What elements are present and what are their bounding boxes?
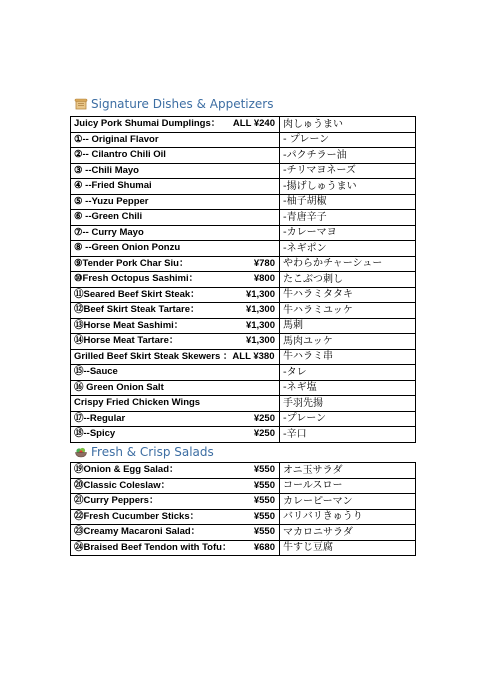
menu-row [71, 272, 416, 288]
item-name: ⑮--Sauce [74, 366, 118, 377]
menu-row [71, 380, 416, 396]
menu-row [71, 163, 416, 179]
item-name: Crispy Fried Chicken Wings [74, 397, 201, 408]
menu-row [71, 494, 416, 510]
menu-item-japanese: コールスロー [280, 478, 416, 494]
item-price: ¥250 [253, 428, 275, 439]
menu-item-english [71, 334, 280, 350]
menu-item-english [71, 303, 280, 319]
item-name: ㉔Braised Beef Tendon with Tofu： [74, 541, 232, 553]
menu-row [71, 225, 416, 241]
section-title: Signature Dishes & Appetizers [91, 97, 274, 111]
item-name: ⑰--Regular [74, 412, 126, 424]
item-name: ㉒Fresh Cucumber Sticks： [74, 510, 200, 522]
menu-item-english [71, 132, 280, 148]
menu-item-japanese: 牛ハラミユッケ [280, 303, 416, 319]
menu-item-english [71, 194, 280, 210]
menu-item-english [71, 318, 280, 334]
menu-item-japanese: バリバリきゅうり [280, 509, 416, 525]
item-price: ¥250 [253, 412, 275, 424]
menu-item-english [71, 272, 280, 288]
menu-row [71, 365, 416, 381]
menu-item-english [71, 365, 280, 381]
item-name: ⑱--Spicy [74, 428, 116, 439]
menu-row [71, 148, 416, 164]
item-name: ④ --Fried Shumai [74, 180, 152, 191]
menu-item-japanese: 手羽先揚 [280, 396, 416, 412]
menu-item-japanese: 牛すじ豆腐 [280, 540, 416, 556]
item-price: ¥1,300 [245, 319, 275, 331]
item-name: ⑩Fresh Octopus Sashimi： [74, 273, 199, 284]
item-name: ②-- Cilantro Chili Oil [74, 149, 166, 160]
item-price: ¥550 [253, 526, 275, 537]
section-heading-appetizers [74, 97, 274, 111]
menu-item-english [71, 463, 280, 479]
item-price: ¥550 [253, 495, 275, 506]
menu-row [71, 427, 416, 443]
menu-item-japanese: 肉しゅうまい [280, 117, 416, 133]
menu-item-japanese: -パクチラー油 [280, 148, 416, 164]
salads-table [70, 462, 416, 556]
menu-item-japanese: マカロニサラダ [280, 525, 416, 541]
menu-item-english [71, 396, 280, 412]
menu-item-english [71, 380, 280, 396]
item-price: ¥1,300 [245, 304, 275, 315]
menu-item-english [71, 241, 280, 257]
item-name: Grilled Beef Skirt Steak Skewers ：ALL ¥380 [74, 350, 275, 362]
item-name: ①-- Original Flavor [74, 133, 159, 145]
menu-item-japanese: やわらかチャーシュー [280, 256, 416, 272]
item-name: ③ --Chili Mayo [74, 164, 139, 176]
menu-item-japanese: 牛ハラミタタキ [280, 287, 416, 303]
menu-item-japanese: -チリマヨネーズ [280, 163, 416, 179]
menu-item-japanese: -柚子胡椒 [280, 194, 416, 210]
item-name: Juicy Pork Shumai Dumplings： [74, 118, 221, 129]
menu-item-english [71, 509, 280, 525]
scroll-icon [74, 97, 88, 111]
menu-item-english [71, 525, 280, 541]
menu-item-english [71, 163, 280, 179]
menu-item-japanese: -揚げしゅうまい [280, 179, 416, 195]
menu-row [71, 241, 416, 257]
menu-item-english [71, 148, 280, 164]
menu-row [71, 525, 416, 541]
menu-item-japanese: オニ玉サラダ [280, 463, 416, 479]
menu-item-english [71, 478, 280, 494]
menu-row [71, 194, 416, 210]
menu-row [71, 463, 416, 479]
menu-item-japanese: -ネギポン [280, 241, 416, 257]
menu-item-english [71, 256, 280, 272]
menu-row [71, 349, 416, 365]
item-price: ¥780 [253, 257, 275, 269]
item-price: ¥550 [253, 510, 275, 522]
item-name: ⑧ --Green Onion Ponzu [74, 242, 181, 253]
item-name: ⑨Tender Pork Char Siu： [74, 257, 189, 269]
item-name: ⑤ --Yuzu Pepper [74, 195, 149, 207]
menu-item-japanese: -ネギ塩 [280, 380, 416, 396]
item-price: ¥550 [253, 479, 275, 491]
menu-item-english [71, 287, 280, 303]
item-price: ¥680 [253, 541, 275, 553]
menu-row [71, 132, 416, 148]
menu-row [71, 210, 416, 226]
menu-item-english [71, 117, 280, 133]
item-name: ㉓Creamy Macaroni Salad： [74, 526, 201, 537]
menu-row [71, 287, 416, 303]
menu-item-english [71, 540, 280, 556]
menu-row [71, 540, 416, 556]
item-price: ¥1,300 [245, 335, 275, 346]
item-name: ⑬Horse Meat Sashimi： [74, 319, 184, 331]
menu-item-english [71, 411, 280, 427]
menu-row [71, 117, 416, 133]
menu-item-english [71, 179, 280, 195]
item-name: ⑥ --Green Chili [74, 211, 143, 222]
menu-row [71, 396, 416, 412]
menu-item-japanese: -カレーマヨ [280, 225, 416, 241]
menu-item-english [71, 210, 280, 226]
menu-item-japanese: -辛口 [280, 427, 416, 443]
section-heading-salads [74, 445, 214, 459]
menu-item-english [71, 225, 280, 241]
item-name: ⑪Seared Beef Skirt Steak： [74, 288, 200, 300]
menu-item-japanese: -青唐辛子 [280, 210, 416, 226]
item-price: ¥800 [253, 273, 275, 284]
menu-item-japanese: カレーピーマン [280, 494, 416, 510]
menu-item-japanese: - プレーン [280, 132, 416, 148]
menu-row [71, 509, 416, 525]
item-price: ¥1,300 [245, 288, 275, 300]
item-price: ALL ¥240 [232, 118, 275, 129]
menu-item-english [71, 427, 280, 443]
menu-row [71, 334, 416, 350]
item-name: ⑦-- Curry Mayo [74, 226, 144, 238]
menu-row [71, 303, 416, 319]
appetizers-table [70, 116, 416, 443]
menu-row [71, 411, 416, 427]
menu-item-english [71, 494, 280, 510]
item-name: ⑳Classic Coleslaw： [74, 479, 171, 491]
item-name: ⑲Onion & Egg Salad： [74, 464, 179, 475]
item-name: ⑯ Green Onion Salt [74, 381, 164, 393]
menu-row [71, 256, 416, 272]
item-name: ⑭Horse Meat Tartare： [74, 335, 179, 346]
salad-bowl-icon [74, 445, 88, 459]
menu-item-japanese: たこぶつ刺し [280, 272, 416, 288]
menu-item-english [71, 349, 280, 365]
menu-item-japanese: -タレ [280, 365, 416, 381]
item-name: ⑫Beef Skirt Steak Tartare： [74, 304, 200, 315]
menu-item-japanese: -プレーン [280, 411, 416, 427]
section-title: Fresh & Crisp Salads [91, 445, 214, 459]
item-price: ¥550 [253, 464, 275, 475]
menu-row [71, 318, 416, 334]
menu-item-japanese: 牛ハラミ串 [280, 349, 416, 365]
menu-row [71, 478, 416, 494]
menu-row [71, 179, 416, 195]
menu-item-japanese: 馬肉ユッケ [280, 334, 416, 350]
item-name: ㉑Curry Peppers： [74, 495, 159, 506]
menu-item-japanese: 馬刺 [280, 318, 416, 334]
